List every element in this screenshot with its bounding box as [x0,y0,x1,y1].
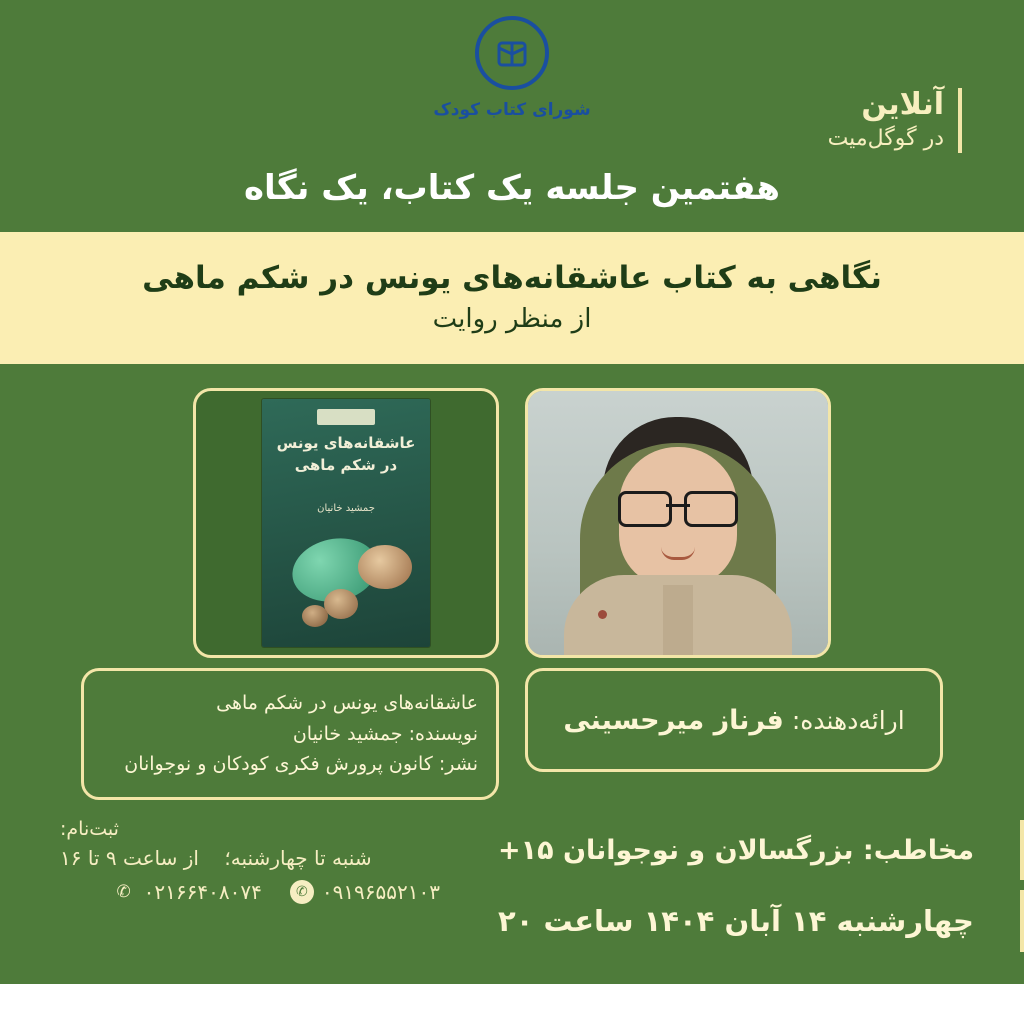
datetime-text: چهارشنبه ۱۴ آبان ۱۴۰۴ ساعت ۲۰ [498,904,974,938]
book-author: نویسنده: جمشید خانیان [292,722,478,745]
book-cover-title: عاشقانه‌های یونس در شکم ماهی [276,434,416,474]
speaker-portrait [528,391,828,655]
subject-band [0,232,1024,364]
subject-line-secondary: از منظر روایت [432,304,592,335]
glasses-icon [618,491,738,521]
whatsapp-contact[interactable] [290,880,440,904]
registration-time: از ساعت ۹ تا ۱۶ [60,846,199,870]
speaker-info-box [525,668,943,772]
audience-text: مخاطب: بزرگسالان و نوجوانان ۱۵+ [497,834,975,866]
audience-row [452,820,1024,880]
subject-line-primary: نگاهی به کتاب عاشقانه‌های یونس در شکم ماهی [142,259,882,296]
registration-days: شنبه تا چهارشنبه؛ [224,846,372,870]
media-row [0,388,1024,652]
book-circle-logo-icon [475,16,549,90]
phone-number: ۰۲۱۶۶۴۰۸۰۷۴ [143,880,262,904]
registration-hours [60,846,440,870]
whatsapp-icon: ✆ [290,880,314,904]
book-title: عاشقانه‌های یونس در شکم ماهی [216,692,478,715]
book-cover-author: جمشید خانیان [317,503,375,514]
book-cover-frame [193,388,499,658]
speaker-line [563,705,904,736]
session-title: هفتمین جلسه یک کتاب، یک نگاه [243,168,780,208]
speaker-name: فرناز میرحسینی [563,704,784,736]
online-label: آنلاین [861,87,944,122]
phone-icon: ✆ [116,882,131,902]
registration-block [60,818,440,904]
book-cover-image [262,399,430,647]
registration-label: ثبت‌نام: [60,818,119,840]
footer-strip [0,984,1024,1024]
speaker-photo-frame [525,388,831,658]
datetime-row [452,890,1024,952]
book-publisher: نشر: کانون پرورش فکری کودکان و نوجوانان [124,753,478,776]
poster-header [0,0,1024,232]
organization-name: شورای کتاب کودک [433,100,591,120]
platform-label: در گوگل‌میت [827,125,944,151]
phone-contact[interactable] [112,880,262,904]
speaker-prefix: ارائه‌دهنده: [791,705,905,735]
info-row [0,668,1024,800]
book-info-box [81,668,499,800]
publisher-logo-icon [317,409,375,425]
online-badge [828,88,962,153]
contact-list [60,880,440,904]
organization-logo [422,16,602,120]
whatsapp-number: ۰۹۱۹۶۵۵۲۱۰۳ [321,880,440,904]
